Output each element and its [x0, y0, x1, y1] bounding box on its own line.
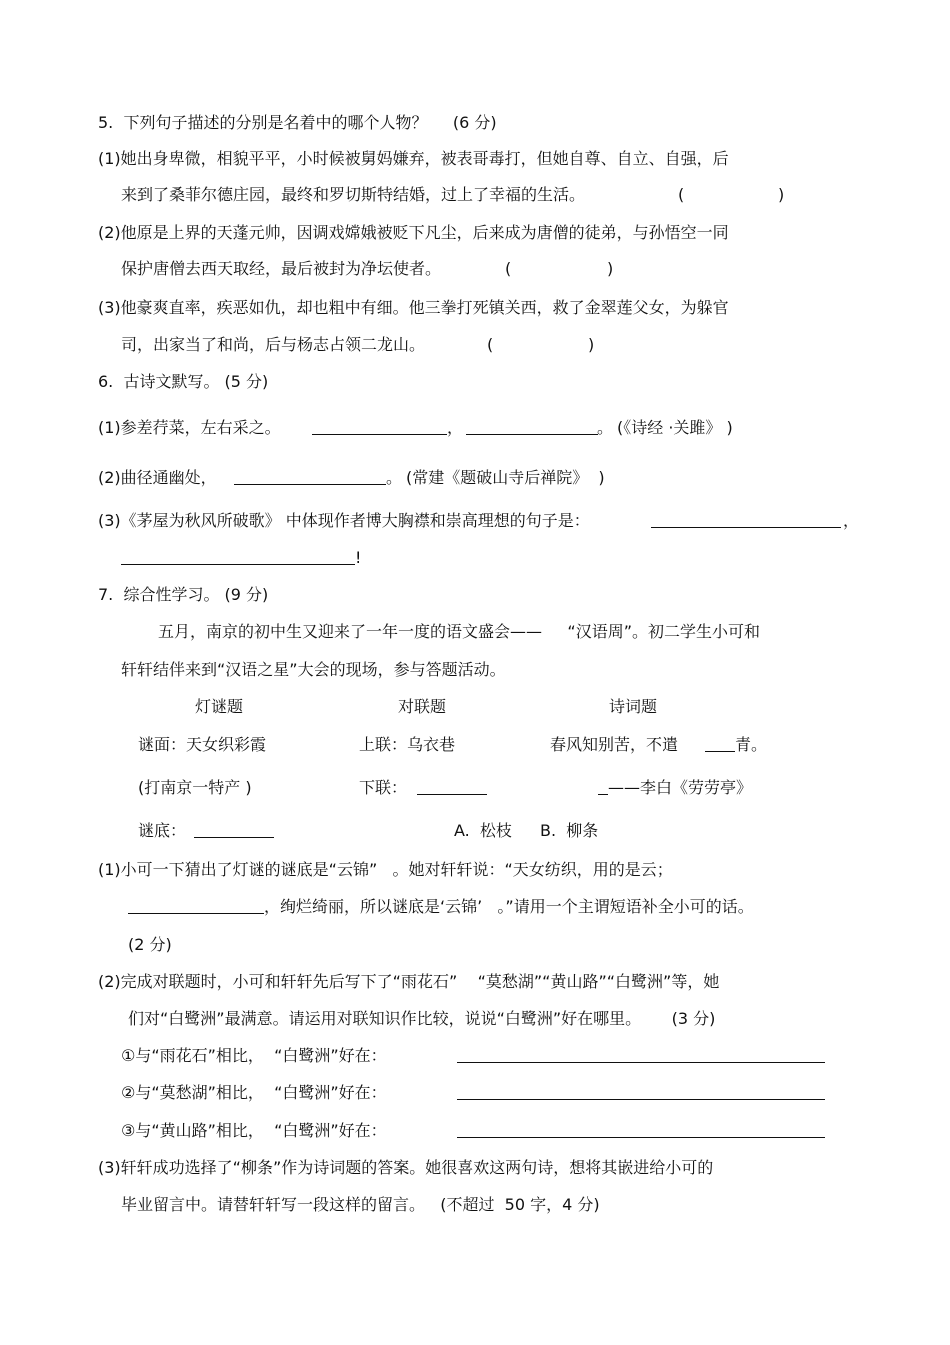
- poem-source-blank[interactable]: [598, 780, 608, 795]
- q7-part1-line1: (1)小可一下猜出了灯谜的谜底是“云锦” 。她对轩轩说：“天女纺织，用的是云；: [98, 860, 673, 879]
- compare-mochouhu-blank[interactable]: [457, 1085, 825, 1100]
- riddle-hint: (打南京一特产 ): [138, 778, 252, 797]
- compare-huangshanlu-blank[interactable]: [457, 1123, 825, 1138]
- poem-source: ——李白《劳劳亭》: [608, 778, 753, 797]
- q6-item3-prompt: (3)《茅屋为秋风所破歌》 中体现作者博大胸襟和崇高理想的句子是：: [98, 511, 590, 530]
- q7-part1-line2: ，绚烂绮丽，所以谜底是‘云锦’ 。”请用一个主谓短语补全小可的话。: [264, 897, 754, 916]
- q7-part3-line1: (3)轩轩成功选择了“柳条”作为诗词题的答案。她很喜欢这两句诗，想将其嵌进给小可的: [98, 1158, 714, 1177]
- couplet-column-heading: 对联题: [398, 697, 447, 716]
- q7-part1-score: (2 分): [128, 935, 172, 954]
- q6-title: 6. 古诗文默写。 (5 分): [98, 372, 269, 391]
- poem-line: 春风知别苦，不遣: [550, 735, 684, 754]
- q7-intro-line2: 轩轩结伴来到“汉语之星”大会的现场，参与答题活动。: [121, 660, 506, 679]
- q5-item1-answer-close: ): [778, 185, 785, 204]
- compare-mochouhu: ②与“莫愁湖”相比， “白鹭洲”好在：: [121, 1083, 387, 1102]
- q5-item1-line1: (1)她出身卑微，相貌平平，小时候被舅妈嫌弃，被表哥毒打，但她自尊、自立、自强，后: [98, 149, 729, 168]
- q7-intro-line1: 五月，南京的初中生又迎来了一年一度的语文盛会—— “汉语周”。初二学生小可和: [158, 622, 761, 641]
- q7-part2-line2: 们对“白鹭洲”最满意。请运用对联知识作比较，说说“白鹭洲”好在哪里。 (3 分): [128, 1009, 716, 1028]
- riddle-answer-blank[interactable]: [194, 823, 274, 838]
- q6-item3-blank1[interactable]: [651, 513, 841, 528]
- compare-yuhuashi: ①与“雨花石”相比， “白鹭洲”好在：: [121, 1046, 387, 1065]
- riddle-answer-label: 谜底：: [138, 821, 187, 840]
- q5-item3-line1: (3)他豪爽直率，疾恶如仇，却也粗中有细。他三拳打死镇关西，救了金翠莲父女，为躲官: [98, 298, 729, 317]
- q5-item3-answer-close: ): [588, 335, 595, 354]
- q7-part3-line2: 毕业留言中。请替轩轩写一段这样的留言。 (不超过 50 字，4 分): [121, 1195, 600, 1214]
- q6-item1-period: 。: [597, 418, 614, 437]
- q5-item1-line2: 来到了桑菲尔德庄园，最终和罗切斯特结婚，过上了幸福的生活。: [121, 185, 586, 204]
- q5-item1-answer-open: (: [678, 185, 685, 204]
- option-a: A. 松枝: [454, 821, 512, 840]
- q6-item1-source: (《诗经 ·关雎》 ): [617, 418, 733, 437]
- q6-item3-blank2[interactable]: [121, 550, 355, 565]
- poem-line-end: 青。: [735, 735, 768, 754]
- q5-item2-line2: 保护唐僧去西天取经，最后被封为净坛使者。: [121, 259, 442, 278]
- q7-title: 7. 综合性学习。 (9 分): [98, 585, 269, 604]
- poem-column-heading: 诗词题: [609, 697, 658, 716]
- compare-huangshanlu: ③与“黄山路”相比， “白鹭洲”好在：: [121, 1121, 387, 1140]
- q6-item2-blank[interactable]: [234, 470, 386, 485]
- q6-item1-comma: ，: [447, 418, 464, 437]
- q5-item2-answer-close: ): [607, 259, 614, 278]
- couplet-lower-blank[interactable]: [417, 780, 487, 795]
- q6-item3-comma: ，: [843, 511, 860, 530]
- q7-part1-blank[interactable]: [128, 899, 264, 914]
- q6-item2-period: 。: [386, 468, 403, 487]
- riddle-face: 谜面：天女织彩霞: [138, 735, 267, 754]
- poem-blank[interactable]: [705, 737, 735, 752]
- q5-title: 5. 下列句子描述的分别是名着中的哪个人物？ (6 分): [98, 113, 497, 132]
- compare-yuhuashi-blank[interactable]: [457, 1048, 825, 1063]
- q6-item2-prompt: (2)曲径通幽处，: [98, 468, 217, 487]
- q6-item1-prompt: (1)参差荇菜，左右采之。: [98, 418, 281, 437]
- riddle-column-heading: 灯谜题: [195, 697, 244, 716]
- q6-item1-blank1[interactable]: [312, 420, 447, 435]
- q6-item2-source: (常建《题破山寺后禅院》 ): [406, 468, 605, 487]
- q5-item2-answer-open: (: [505, 259, 512, 278]
- option-b: B. 柳条: [540, 821, 599, 840]
- couplet-upper: 上联：乌衣巷: [359, 735, 456, 754]
- q6-item1-blank2[interactable]: [466, 420, 598, 435]
- q5-item3-line2: 司，出家当了和尚，后与杨志占领二龙山。: [121, 335, 426, 354]
- q7-part2-line1: (2)完成对联题时，小可和轩轩先后写下了“雨花石” “莫愁湖”“黄山路”“白鹭洲”等，她: [98, 972, 720, 991]
- q5-item2-line1: (2)他原是上界的天蓬元帅，因调戏嫦娥被贬下凡尘，后来成为唐僧的徒弟，与孙悟空一同: [98, 223, 729, 242]
- couplet-lower-label: 下联：: [359, 778, 408, 797]
- q6-item3-end: !: [355, 548, 362, 567]
- q5-item3-answer-open: (: [487, 335, 494, 354]
